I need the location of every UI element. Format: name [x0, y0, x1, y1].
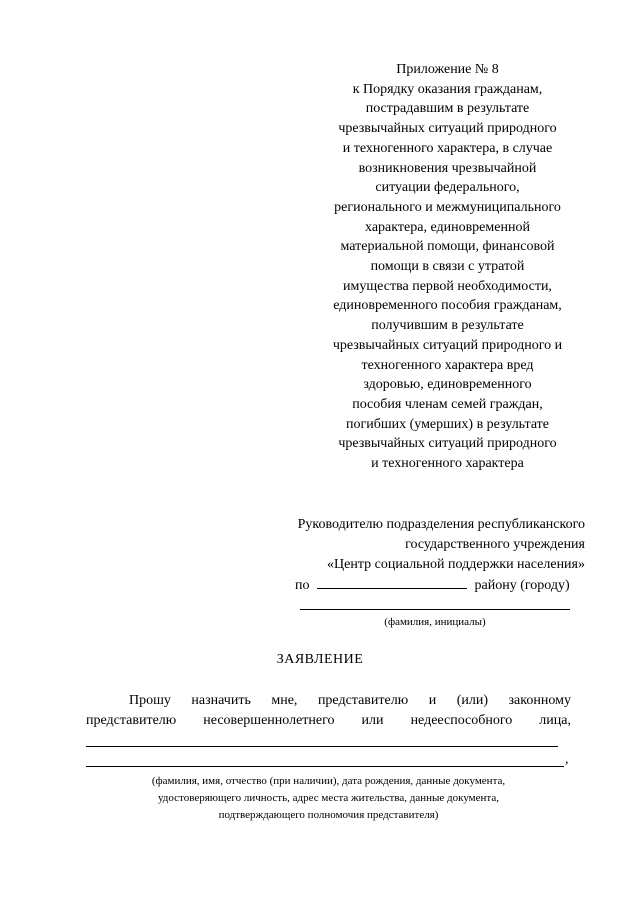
- appendix-line: материальной помощи, финансовой: [340, 239, 555, 255]
- body-word: или: [361, 713, 384, 728]
- appendix-line: пособия членам семей граждан,: [352, 396, 543, 412]
- appendix-line: погибших (умерших) в результате: [345, 416, 550, 432]
- application-body: [86, 691, 571, 767]
- body-word: назначить: [191, 693, 251, 708]
- region-field[interactable]: [317, 575, 467, 589]
- applicant-field-line-1[interactable]: [86, 731, 558, 747]
- body-word: мне,: [271, 693, 298, 708]
- appendix-line: и техногенного характера, в случае: [342, 140, 553, 156]
- appendix-line: регионального и межмуниципального: [334, 199, 561, 215]
- addressee-block: [255, 515, 585, 630]
- caption-line: (фамилия, имя, отчество (при наличии), дата рождения, данные документа,: [151, 775, 506, 787]
- appendix-line: здоровью, единовременного: [363, 377, 532, 393]
- appendix-line: и техногенного характера: [371, 456, 524, 472]
- body-word: представителю: [317, 693, 409, 708]
- body-word: (или): [456, 693, 489, 708]
- addressee-line-1: Руководителю подразделения республиканского: [297, 517, 585, 532]
- body-word: Прошу: [129, 693, 171, 708]
- appendix-line: чрезвычайных ситуаций природного: [338, 436, 557, 452]
- appendix-line: чрезвычайных ситуаций природного и: [332, 337, 563, 353]
- appendix-line: пострадавшим в результате: [365, 101, 530, 117]
- caption-line: удостоверяющего личность, адрес места жительства, данные документа,: [158, 792, 499, 804]
- region-prefix: по: [295, 578, 310, 593]
- addressee-line-3: «Центр социальной поддержки населения»: [327, 557, 585, 572]
- appendix-line: имущества первой необходимости,: [343, 278, 552, 294]
- appendix-header: [300, 60, 595, 474]
- applicant-field-line-2[interactable]: [86, 751, 564, 767]
- addressee-line-2: государственного учреждения: [405, 537, 585, 552]
- document-title: ЗАЯВЛЕНИЕ: [276, 652, 364, 667]
- appendix-line: Приложение № 8: [396, 62, 499, 77]
- body-line-1: [86, 691, 571, 711]
- body-word: несовершеннолетнего: [203, 713, 335, 728]
- line-end-comma: ,: [565, 752, 569, 767]
- region-row: [255, 575, 585, 596]
- body-line-2: [86, 711, 571, 731]
- appendix-line: единовременного пособия гражданам,: [333, 298, 562, 314]
- body-word: законному: [508, 693, 571, 708]
- applicant-field-row-2: [86, 751, 571, 767]
- applicant-caption: [86, 773, 571, 824]
- addressee-name-caption: (фамилия, инициалы): [384, 616, 486, 628]
- addressee-name-field[interactable]: [300, 596, 570, 610]
- body-word: и: [428, 693, 437, 708]
- body-word: недееспособного: [410, 713, 513, 728]
- appendix-line: помощи в связи с утратой: [370, 259, 525, 275]
- region-suffix: району (городу): [474, 578, 570, 593]
- body-word: представителю: [86, 713, 177, 728]
- appendix-line: получившим в результате: [371, 318, 524, 334]
- appendix-line: характера, единовременной: [365, 219, 530, 235]
- appendix-line: ситуации федерального,: [375, 180, 520, 196]
- appendix-line: чрезвычайных ситуаций природного: [338, 121, 557, 137]
- appendix-line: к Порядку оказания гражданам,: [352, 81, 543, 97]
- body-word: лица,: [539, 713, 571, 728]
- caption-line: подтверждающего полномочия представителя): [218, 809, 439, 821]
- appendix-line: возникновения чрезвычайной: [358, 160, 537, 176]
- appendix-line: техногенного характера вред: [361, 357, 534, 373]
